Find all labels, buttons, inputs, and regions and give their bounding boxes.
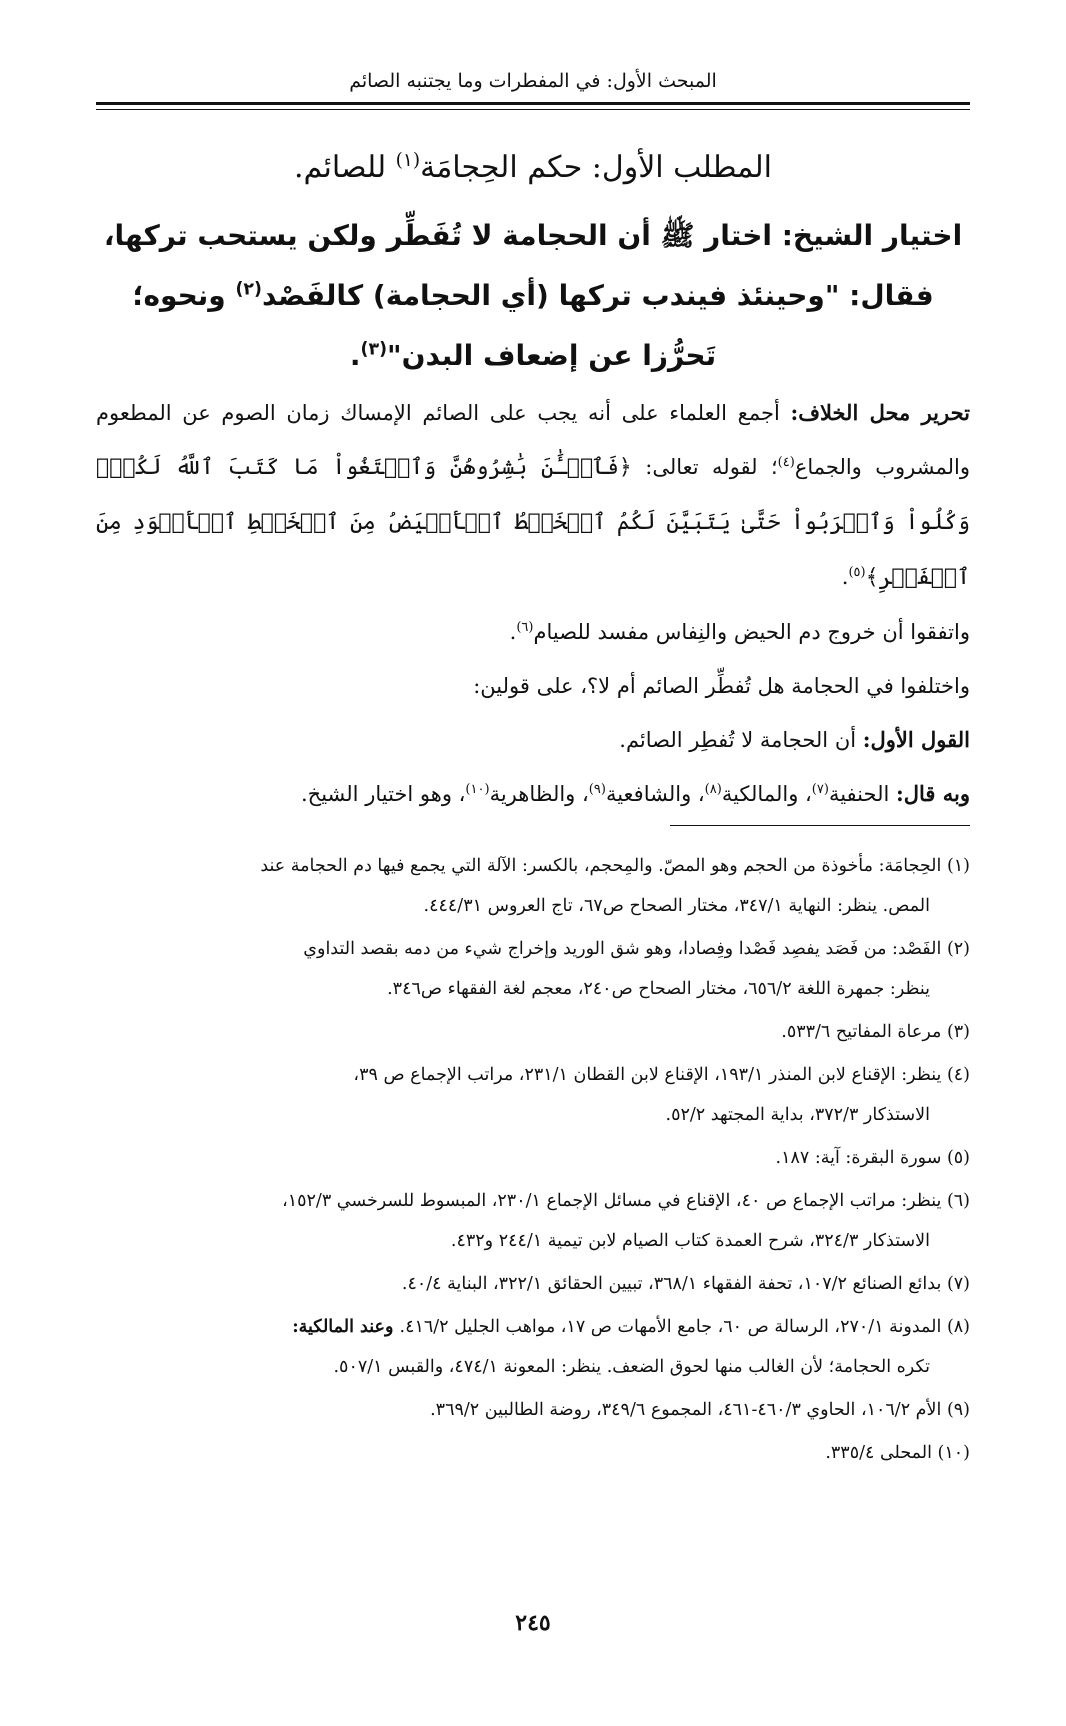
footnote-text-cont: المص. ينظر: النهاية ٣٤٧/١، مختار الصحاح ص٦٧، تاج العروس ٤٤٤/٣١. [423,896,930,916]
paragraph-text: ، وهو اختيار الشيخ. [300,782,466,806]
footnote-text: الأم ١٠٦/٢، الحاوي ٤٦٠/٣-٤٦١، المجموع ٣٤٩/٦، روضة الطالبين ٣٦٩/٢. [430,1400,942,1420]
paragraph-end: . [509,620,517,644]
footnote-item [96,1055,970,1135]
footnote-ref[interactable]: (٣) [360,339,387,360]
footnote-text: المدونة ٢٧٠/١، الرسالة ص ٦٠، جامع الأمهات ص ١٧، مواهب الجليل ٤١٦/٢. [399,1317,942,1337]
paragraph-text: أن الحجامة لا تُفطِر الصائم. [619,728,863,752]
footnote-separator [670,825,970,826]
paragraph-difference: واختلفوا في الحجامة هل تُفطِّر الصائم أم لا؟، على قولين: [473,674,970,698]
paragraph-dispute [96,386,970,605]
section-title-text: المطلب الأول: حكم الحِجامَة [420,150,772,185]
footnote-number: (٥) [946,1148,970,1168]
footnote-number: (٧) [946,1274,970,1294]
footnote-number: (٢) [946,939,970,959]
section-title [96,150,970,185]
paragraph-text: واتفقوا أن خروج دم الحيض والنِفاس مفسد للصيام [533,620,970,644]
choice-text: اختار ﷺ أن الحجامة لا تُفَطِّر ولكن يستحب تركها، فقال: "وحينئذ فيندب تركها (أي الحجامة) كالفَصْد [103,219,934,312]
sheikh-choice-paragraph [96,206,970,386]
footnote-ref[interactable]: (١) [395,150,421,171]
footnote-item [96,1012,970,1052]
footnote-text-cont: ينظر: جمهرة اللغة ٦٥٦/٢، مختار الصحاح ص٢٤٠، معجم لغة الفقهاء ص٣٤٦. [387,979,930,999]
footnote-number: (٦) [946,1191,970,1211]
footnote-item [96,1433,970,1473]
footnote-item [96,846,970,926]
paragraph-text: ؛ لقوله تعالى: [631,455,778,479]
running-header: المبحث الأول: في المفطرات وما يجتنبه الصائم [349,70,717,92]
choice-end: . [349,339,361,372]
footnote-text: المحلى ٣٣٥/٤. [825,1443,932,1463]
paragraph-lead: تحرير محل الخلاف: [790,400,970,425]
footnote-ref[interactable]: (٩) [588,782,606,797]
quran-verse: ﴿فَٱلۡـَٰٔنَ بَٰشِرُوهُنَّ وَٱبۡتَغُواْ مَا كَتَبَ ٱللَّهُ لَكُمۡۚ وَكُلُواْ وَٱشۡرَبُواْ حَتَّىٰ يَتَبَيَّنَ لَكُمُ ٱلۡخَيۡطُ ٱلۡأَبۡيَضُ مِنَ ٱلۡخَيۡطِ ٱلۡأَسۡوَدِ مِنَ ٱلۡفَجۡرِ﴾ [96,455,970,590]
footnote-item [96,1390,970,1430]
footnote-number: (٨) [946,1317,970,1337]
footnote-text-cont: الاستذكار ٣٧٢/٣، بداية المجتهد ٥٢/٢. [665,1105,930,1125]
footnote-ref[interactable]: (١٠) [465,782,490,797]
footnote-ref[interactable]: (٦) [516,620,534,635]
footnote-number: (٤) [946,1065,970,1085]
paragraph-text: ، والمالكية [721,782,812,806]
footnote-ref[interactable]: (٥) [848,565,866,580]
footnote-text: الفَصْد: من فَصَد يفصِد فَصْدا وفِصادا، وهو شق الوريد وإخراج شيء من دمه بقصد التداوي [303,939,942,959]
footnote-text: بدائع الصنائع ١٠٧/٢، تحفة الفقهاء ٣٦٨/١، تبيين الحقائق ٣٢٢/١، البناية ٤٠/٤. [401,1274,942,1294]
footnote-item [96,1264,970,1304]
footnote-item [96,1138,970,1178]
paragraph-lead: وبه قال: [895,781,970,806]
main-body [96,386,970,821]
footnote-item [96,1307,970,1387]
footnote-ref[interactable]: (٢) [235,279,262,300]
footnote-text: مرعاة المفاتيح ٥٣٣/٦. [781,1022,942,1042]
paragraph-end: . [841,565,849,589]
footnote-ref[interactable]: (٧) [811,782,829,797]
footnote-text: ينظر: الإقناع لابن المنذر ١٩٣/١، الإقناع لابن القطان ٢٣١/١، مراتب الإجماع ص ٣٩، [353,1065,942,1085]
paragraph-agreement [96,605,970,659]
footnote-number: (١) [946,856,970,876]
header-rule-thin [96,109,970,110]
choice-text-2: ونحوه؛ تَحرُّزا عن إضعاف البدن" [132,279,717,372]
paragraph-text: ، والشافعية [605,782,705,806]
paragraph-text: الحنفية [828,782,896,806]
page-number: ٢٤٥ [515,1610,551,1636]
footnote-number: (٣) [946,1022,970,1042]
footnote-text: سورة البقرة: آية: ١٨٧. [775,1148,942,1168]
footnote-ref[interactable]: (٤) [777,455,795,470]
footnote-number: (١٠) [937,1443,970,1463]
footnote-text: الحِجامَة: مأخوذة من الحجم وهو المصّ. والمِحجم، بالكسر: الآلة التي يجمع فيها دم الحجامة عند [260,856,942,876]
footnote-text-cont: الاستذكار ٣٢٤/٣، شرح العمدة كتاب الصيام لابن تيمية ٢٤٤/١ و٤٣٢. [450,1231,930,1251]
footnote-number: (٩) [946,1400,970,1420]
paragraph-lead: القول الأول: [862,727,970,752]
footnote-item [96,1181,970,1261]
footnote-ref[interactable]: (٨) [704,782,722,797]
paragraph-text: أجمع العلماء على أنه يجب على الصائم الإمساك زمان الصوم عن المطعوم والمشروب والجماع [96,401,971,479]
paragraph-holders [96,767,970,821]
footnote-text-cont: تكره الحجامة؛ لأن الغالب منها لحوق الضعف. ينظر: المعونة ٤٧٤/١، والقبس ٥٠٧/١. [333,1357,930,1377]
choice-lead: اختيار الشيخ: [781,219,963,252]
footnote-text: ينظر: مراتب الإجماع ص ٤٠، الإقناع في مسائل الإجماع ٢٣٠/١، المبسوط للسرخسي ١٥٢/٣، [282,1191,942,1211]
footnotes [96,846,970,1476]
header-rule-thick [96,102,970,105]
footnote-item [96,929,970,1009]
paragraph-text: ، والظاهرية [489,782,589,806]
paragraph-first-opinion [96,713,970,767]
footnote-bold-text: وعند المالكية: [292,1317,400,1337]
section-title-end: للصائم. [294,150,396,185]
